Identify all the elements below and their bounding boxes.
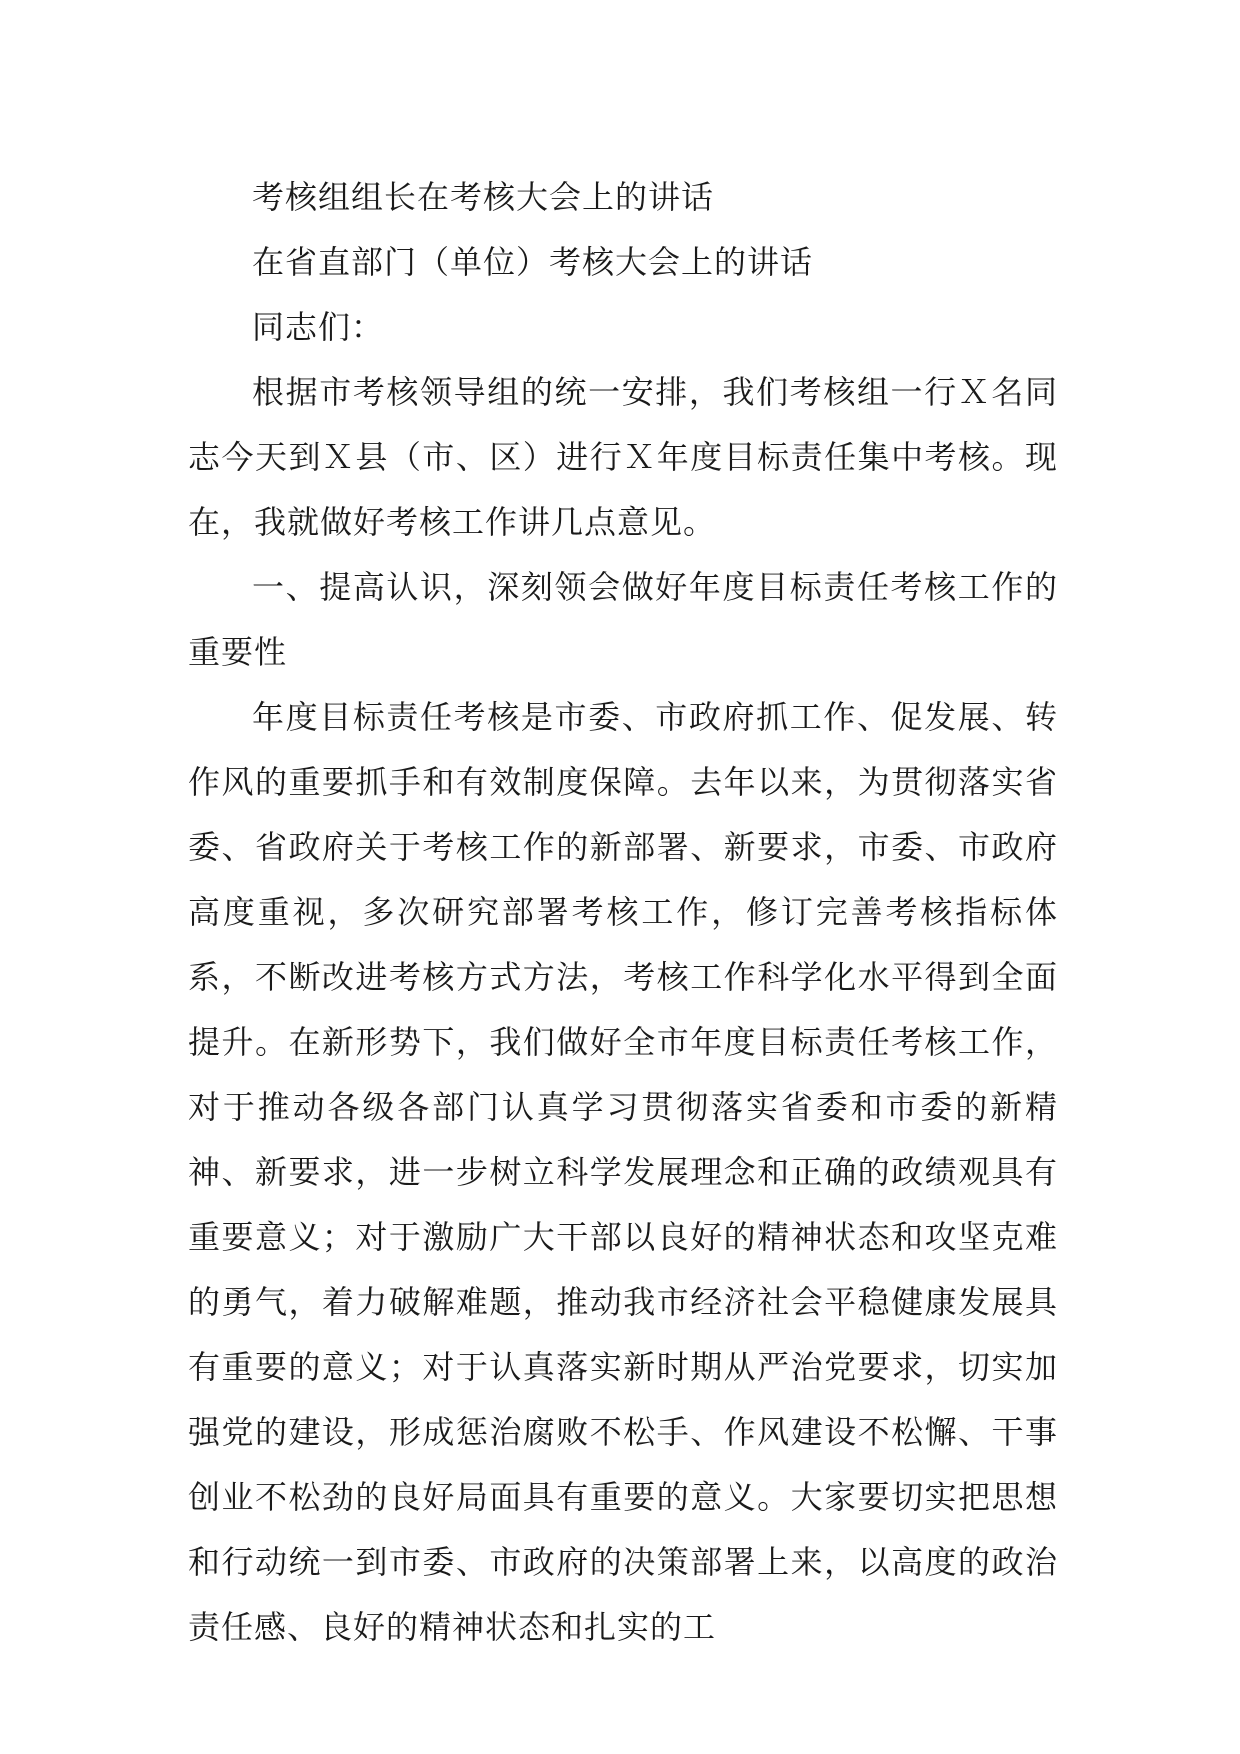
salutation: 同志们：: [252, 308, 385, 346]
document-subtitle: 在省直部门（单位）考核大会上的讲话: [252, 243, 814, 281]
document-body: [188, 165, 1058, 1660]
body-paragraph-intro: 根据市考核领导组的统一安排，我们考核组一行Ｘ名同志今天到Ｘ县（市、区）进行Ｘ年度目标责任集中考核。现在，我就做好考核工作讲几点意见。: [188, 373, 1058, 541]
body-paragraph-1: 年度目标责任考核是市委、市政府抓工作、促发展、转作风的重要抓手和有效制度保障。去年以来，为贯彻落实省委、省政府关于考核工作的新部署、新要求，市委、市政府高度重视，多次研究部署考核工作，修订完善考核指标体系，不断改进考核方式方法，考核工作科学化水平得到全面提升。在新形势下，我们做好全市年度目标责任考核工作，对于推动各级各部门认真学习贯彻落实省委和市委的新精神、新要求，进一步树立科学发展理念和正确的政绩观具有重要意义；对于激励广大干部以良好的精神状态和攻坚克难的勇气，着力破解难题，推动我市经济社会平稳健康发展具有重要的意义；对于认真落实新时期从严治党要求，切实加强党的建设，形成惩治腐败不松手、作风建设不松懈、干事创业不松劲的良好局面具有重要的意义。大家要切实把思想和行动统一到市委、市政府的决策部署上来，以高度的政治责任感、良好的精神状态和扎实的工: [188, 698, 1058, 1646]
document-title: 考核组组长在考核大会上的讲话: [252, 178, 715, 216]
section-heading-1: 一、提高认识，深刻领会做好年度目标责任考核工作的重要性: [188, 568, 1058, 671]
